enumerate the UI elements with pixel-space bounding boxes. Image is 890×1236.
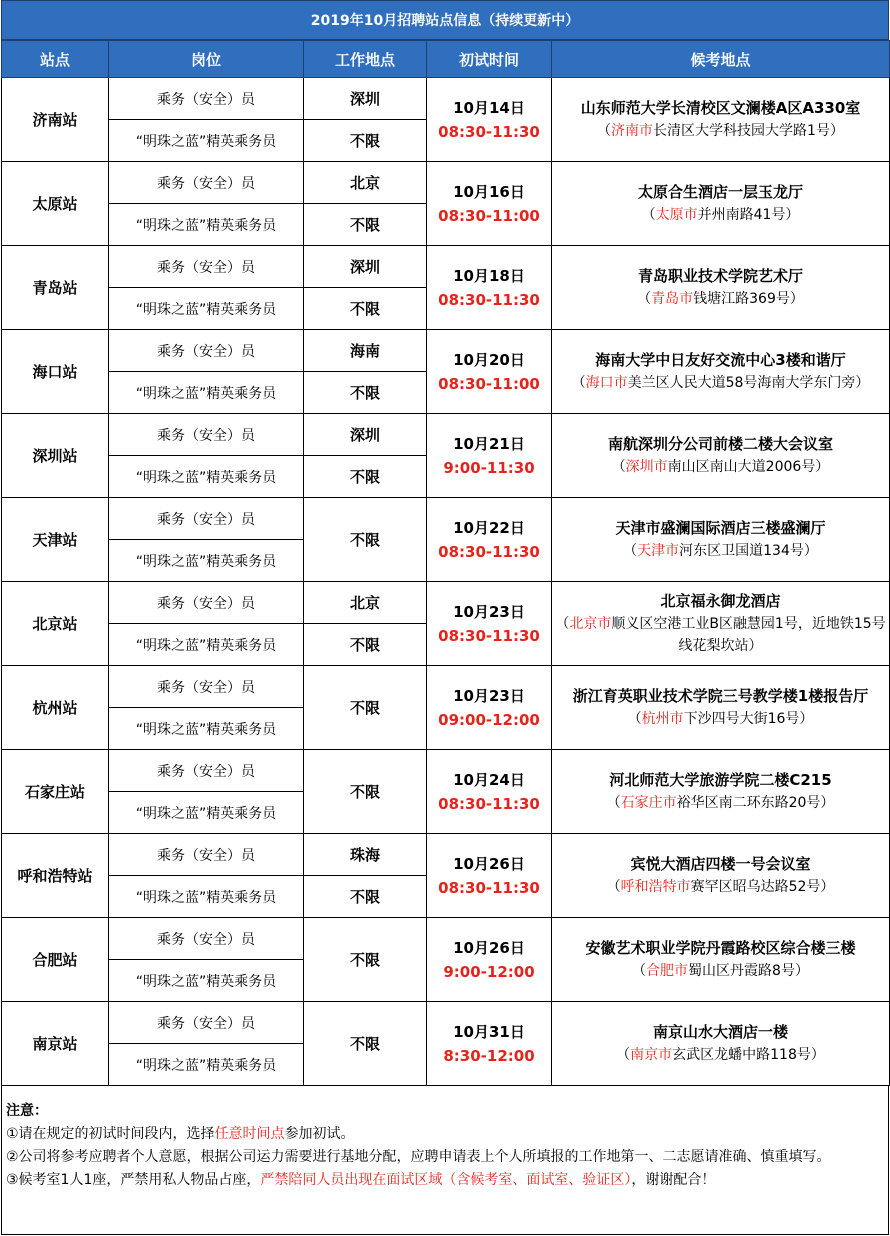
header-work-location: 工作地点 [304, 41, 427, 78]
work-location: 不限 [304, 624, 427, 666]
venue-name: 天津市盛澜国际酒店三楼盛澜厅 [615, 519, 826, 537]
waiting-venue-cell [552, 162, 890, 246]
venue-name: 太原合生酒店一层玉龙厅 [637, 183, 803, 201]
interview-date: 10月23日 [453, 686, 525, 705]
post-elite-attendant: “明珠之蓝”精英乘务员 [109, 120, 304, 162]
work-location: 不限 [304, 372, 427, 414]
station-name: 南京站 [2, 1002, 109, 1086]
waiting-venue-cell [552, 666, 890, 750]
table-row [2, 246, 890, 288]
header-interview-time: 初试时间 [427, 41, 552, 78]
post-elite-attendant: “明珠之蓝”精英乘务员 [109, 876, 304, 918]
interview-time-cell [427, 582, 552, 666]
post-cabin-safety: 乘务（安全）员 [109, 1002, 304, 1044]
table-row [2, 834, 890, 876]
table-row [2, 78, 890, 120]
note-3: ③候考室1人1座，严禁用私人物品占座，严禁陪同人员出现在面试区域（含候考室、面试室、验证区），谢谢配合！ [6, 1172, 716, 1188]
waiting-venue-cell [552, 78, 890, 162]
table-row [2, 750, 890, 792]
station-name: 呼和浩特站 [2, 834, 109, 918]
waiting-venue-cell [552, 582, 890, 666]
table-row [2, 330, 890, 372]
post-elite-attendant: “明珠之蓝”精英乘务员 [109, 1044, 304, 1086]
work-location: 不限 [304, 204, 427, 246]
header-station: 站点 [2, 41, 109, 78]
interview-date: 10月23日 [453, 602, 525, 621]
post-cabin-safety: 乘务（安全）员 [109, 666, 304, 708]
post-elite-attendant: “明珠之蓝”精英乘务员 [109, 456, 304, 498]
interview-date: 10月21日 [453, 434, 525, 453]
venue-address: （杭州市下沙四号大街16号） [627, 711, 814, 727]
table-row [2, 414, 890, 456]
venue-city: 合肥市 [646, 963, 689, 979]
notes-heading: 注意： [6, 1103, 48, 1119]
station-name: 青岛站 [2, 246, 109, 330]
table-row [2, 918, 890, 960]
interview-date: 10月20日 [453, 350, 525, 369]
work-location: 不限 [304, 498, 427, 582]
work-location: 不限 [304, 876, 427, 918]
work-location: 深圳 [304, 78, 427, 120]
work-location: 不限 [304, 918, 427, 1002]
work-location: 北京 [304, 162, 427, 204]
venue-name: 安徽艺术职业学院丹霞路校区综合楼三楼 [585, 939, 856, 957]
post-cabin-safety: 乘务（安全）员 [109, 162, 304, 204]
venue-address: （天津市河东区卫国道134号） [623, 543, 818, 559]
venue-name: 南航深圳分公司前楼二楼大会议室 [607, 435, 833, 453]
interview-time: 08:30-11:30 [438, 626, 540, 645]
post-cabin-safety: 乘务（安全）员 [109, 582, 304, 624]
venue-city: 深圳市 [625, 459, 668, 475]
table-row [2, 1002, 890, 1044]
post-elite-attendant: “明珠之蓝”精英乘务员 [109, 960, 304, 1002]
post-elite-attendant: “明珠之蓝”精英乘务员 [109, 624, 304, 666]
venue-name: 海南大学中日友好交流中心3楼和谐厅 [595, 351, 846, 369]
venue-city: 北京市 [569, 616, 612, 632]
header-waiting-venue: 候考地点 [552, 41, 890, 78]
venue-city: 青岛市 [651, 291, 694, 307]
venue-city: 石家庄市 [620, 795, 677, 811]
interview-time-cell [427, 78, 552, 162]
venue-name: 青岛职业技术学院艺术厅 [637, 267, 803, 285]
venue-city: 杭州市 [641, 711, 684, 727]
station-name: 石家庄站 [2, 750, 109, 834]
work-location: 海南 [304, 330, 427, 372]
station-name: 深圳站 [2, 414, 109, 498]
interview-date: 10月24日 [453, 770, 525, 789]
venue-address: （海口市美兰区人民大道58号海南大学东门旁） [571, 375, 870, 391]
post-cabin-safety: 乘务（安全）员 [109, 834, 304, 876]
interview-time-cell [427, 918, 552, 1002]
station-name: 杭州站 [2, 666, 109, 750]
interview-date: 10月26日 [453, 938, 525, 957]
post-elite-attendant: “明珠之蓝”精英乘务员 [109, 792, 304, 834]
interview-date: 10月14日 [453, 98, 525, 117]
interview-time-cell [427, 246, 552, 330]
post-cabin-safety: 乘务（安全）员 [109, 750, 304, 792]
interview-time-cell [427, 666, 552, 750]
interview-time-cell [427, 414, 552, 498]
interview-time-cell [427, 834, 552, 918]
work-location: 不限 [304, 288, 427, 330]
station-name: 济南站 [2, 78, 109, 162]
post-elite-attendant: “明珠之蓝”精英乘务员 [109, 708, 304, 750]
venue-address: （北京市顺义区空港工业B区融慧园1号，近地铁15号线花梨坎站） [555, 616, 886, 654]
table-header-row [2, 41, 890, 78]
interview-date: 10月18日 [453, 266, 525, 285]
station-name: 天津站 [2, 498, 109, 582]
work-location: 不限 [304, 456, 427, 498]
interview-time-cell [427, 498, 552, 582]
interview-time: 9:00-12:00 [443, 962, 535, 981]
interview-time: 08:30-11:00 [438, 374, 540, 393]
interview-date: 10月22日 [453, 518, 525, 537]
venue-city: 南京市 [630, 1047, 673, 1063]
venue-address: （石家庄市裕华区南二环东路20号） [606, 795, 835, 811]
station-name: 海口站 [2, 330, 109, 414]
waiting-venue-cell [552, 414, 890, 498]
interview-time: 08:30-11:30 [438, 794, 540, 813]
work-location: 不限 [304, 750, 427, 834]
post-cabin-safety: 乘务（安全）员 [109, 330, 304, 372]
interview-time-cell [427, 750, 552, 834]
post-elite-attendant: “明珠之蓝”精英乘务员 [109, 288, 304, 330]
interview-time: 08:30-11:30 [438, 878, 540, 897]
waiting-venue-cell [552, 834, 890, 918]
note-2: ②公司将参考应聘者个人意愿，根据公司运力需要进行基地分配，应聘申请表上个人所填报的工作地第一、二志愿请准确、慎重填写。 [6, 1149, 831, 1165]
table-row [2, 666, 890, 708]
interview-time-cell [427, 1002, 552, 1086]
work-location: 北京 [304, 582, 427, 624]
venue-name: 河北师范大学旅游学院二楼C215 [609, 771, 832, 789]
venue-name: 山东师范大学长清校区文澜楼A区A330室 [580, 99, 861, 117]
work-location: 不限 [304, 666, 427, 750]
table-body [2, 78, 890, 1086]
recruitment-sheet [1, 0, 889, 1235]
venue-address: （合肥市蜀山区丹霞路8号） [632, 963, 809, 979]
venue-city: 天津市 [637, 543, 680, 559]
notes-section [1, 1086, 889, 1235]
interview-date: 10月31日 [453, 1022, 525, 1041]
note-3-highlight: 严禁陪同人员出现在面试区域（含候考室、面试室、验证区） [260, 1172, 632, 1188]
note-1-highlight: 任意时间点 [214, 1126, 285, 1142]
interview-time: 9:00-11:30 [443, 458, 535, 477]
work-location: 深圳 [304, 414, 427, 456]
venue-name: 宾悦大酒店四楼一号会议室 [630, 855, 811, 873]
venue-address: （深圳市南山区南山大道2006号） [611, 459, 830, 475]
interview-time-cell [427, 330, 552, 414]
venue-address: （济南市长清区大学科技园大学路1号） [597, 123, 844, 139]
post-cabin-safety: 乘务（安全）员 [109, 414, 304, 456]
venue-city: 呼和浩特市 [620, 879, 691, 895]
interview-time: 8:30-12:00 [443, 1046, 535, 1065]
post-cabin-safety: 乘务（安全）员 [109, 498, 304, 540]
waiting-venue-cell [552, 246, 890, 330]
venue-city: 济南市 [611, 123, 654, 139]
work-location: 不限 [304, 120, 427, 162]
waiting-venue-cell [552, 918, 890, 1002]
post-elite-attendant: “明珠之蓝”精英乘务员 [109, 204, 304, 246]
work-location: 珠海 [304, 834, 427, 876]
interview-time: 08:30-11:00 [438, 206, 540, 225]
post-cabin-safety: 乘务（安全）员 [109, 246, 304, 288]
station-name: 太原站 [2, 162, 109, 246]
waiting-venue-cell [552, 498, 890, 582]
venue-name: 南京山水大酒店一楼 [652, 1023, 788, 1041]
table-row [2, 498, 890, 540]
post-elite-attendant: “明珠之蓝”精英乘务员 [109, 540, 304, 582]
waiting-venue-cell [552, 750, 890, 834]
note-1: ①请在规定的初试时间段内，选择任意时间点参加初试。 [6, 1126, 355, 1142]
venue-city: 太原市 [655, 207, 698, 223]
page-title: 2019年10月招聘站点信息（持续更新中） [1, 0, 889, 40]
work-location: 不限 [304, 1002, 427, 1086]
interview-date: 10月26日 [453, 854, 525, 873]
post-cabin-safety: 乘务（安全）员 [109, 78, 304, 120]
interview-date: 10月16日 [453, 182, 525, 201]
venue-name: 北京福永御龙酒店 [660, 592, 781, 610]
station-name: 合肥站 [2, 918, 109, 1002]
station-table [1, 40, 890, 1086]
venue-address: （青岛市钱塘江路369号） [637, 291, 804, 307]
venue-city: 海口市 [585, 375, 628, 391]
venue-address: （太原市并州南路41号） [641, 207, 800, 223]
post-cabin-safety: 乘务（安全）员 [109, 918, 304, 960]
waiting-venue-cell [552, 330, 890, 414]
interview-time: 08:30-11:30 [438, 542, 540, 561]
interview-time: 08:30-11:30 [438, 122, 540, 141]
interview-time: 09:00-12:00 [438, 710, 540, 729]
post-elite-attendant: “明珠之蓝”精英乘务员 [109, 372, 304, 414]
header-post: 岗位 [109, 41, 304, 78]
venue-name: 浙江育英职业技术学院三号教学楼1楼报告厅 [572, 687, 869, 705]
venue-address: （南京市玄武区龙蟠中路118号） [616, 1047, 825, 1063]
station-name: 北京站 [2, 582, 109, 666]
interview-time-cell [427, 162, 552, 246]
venue-address: （呼和浩特市赛罕区昭乌达路52号） [606, 879, 835, 895]
waiting-venue-cell [552, 1002, 890, 1086]
table-row [2, 582, 890, 624]
work-location: 深圳 [304, 246, 427, 288]
interview-time: 08:30-11:30 [438, 290, 540, 309]
table-row [2, 162, 890, 204]
